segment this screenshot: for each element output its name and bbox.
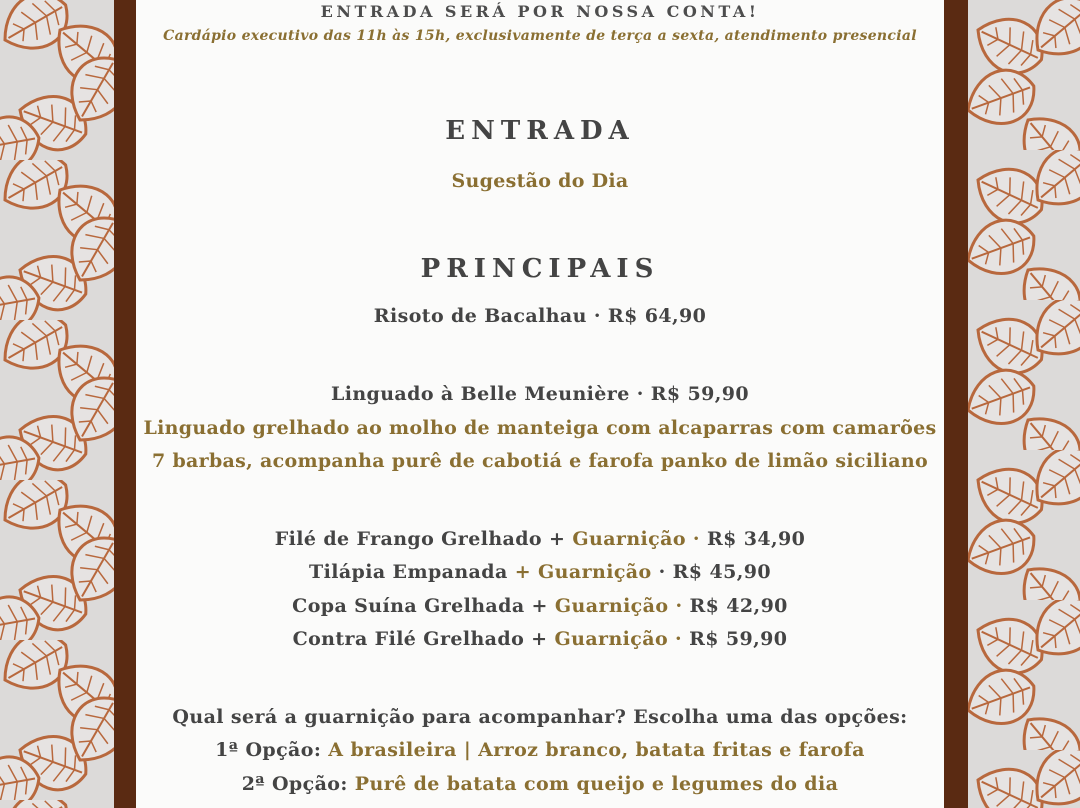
option-text: Purê de batata com queijo e legumes do dia <box>354 773 839 795</box>
menu-item-risoto: Risoto de Bacalhau · R$ 64,90 <box>373 305 707 327</box>
dish-name: Tilápia Empanada <box>309 561 515 583</box>
linguado-description-line-2: 7 barbas, acompanha purê de cabotiá e farofa panko de limão siciliano <box>152 450 928 472</box>
plus-sign: + <box>514 561 539 583</box>
entrada-item: Sugestão do Dia <box>451 170 629 192</box>
garnish-option-1 <box>136 739 944 761</box>
menu-item-linguado: Linguado à Belle Meunière · R$ 59,90 <box>330 383 750 405</box>
left-brown-border <box>114 0 136 808</box>
dish-price: R$ 59,90 <box>682 628 788 650</box>
dish-price: · R$ 45,90 <box>651 561 771 583</box>
menu-item-copa-suina <box>136 595 944 617</box>
entrada-heading: ENTRADA <box>445 116 635 146</box>
garnish-question: Qual será a guarnição para acompanhar? Escolha uma das opções: <box>172 706 908 728</box>
menu-item-file-frango <box>136 528 944 550</box>
floral-leaf-pattern-icon <box>968 0 1080 808</box>
garnish-label: Guarnição · <box>554 628 683 650</box>
principais-heading: PRINCIPAIS <box>420 254 660 284</box>
option-text: A brasileira | Arroz branco, batata fritas e farofa <box>328 739 865 761</box>
menu-item-contra-file <box>136 628 944 650</box>
option-label: 2ª Opção: <box>241 773 355 795</box>
left-floral-pattern <box>0 0 114 808</box>
dish-name: Filé de Frango Grelhado + <box>274 528 573 550</box>
linguado-description-line-1: Linguado grelhado ao molho de manteiga com alcaparras com camarões <box>143 417 937 439</box>
dish-name: Copa Suína Grelhada + <box>292 595 555 617</box>
garnish-label: Guarnição · <box>554 595 683 617</box>
menu-card <box>136 0 944 808</box>
dish-name: Contra Filé Grelhado + <box>292 628 555 650</box>
garnish-option-2 <box>136 773 944 795</box>
garnish-label: Guarnição · <box>572 528 700 550</box>
right-brown-border <box>944 0 968 808</box>
dish-price: R$ 34,90 <box>699 528 806 550</box>
promo-title: ENTRADA SERÁ POR NOSSA CONTA! <box>320 2 760 21</box>
promo-subtitle: Cardápio executivo das 11h às 15h, exclusivamente de terça a sexta, atendimento presencial <box>163 28 917 44</box>
option-label: 1ª Opção: <box>215 739 329 761</box>
garnish-label: Guarnição <box>538 561 652 583</box>
floral-leaf-pattern-icon <box>0 0 114 808</box>
dish-price: R$ 42,90 <box>682 595 788 617</box>
menu-item-tilapia <box>136 561 944 583</box>
right-floral-pattern <box>968 0 1080 808</box>
